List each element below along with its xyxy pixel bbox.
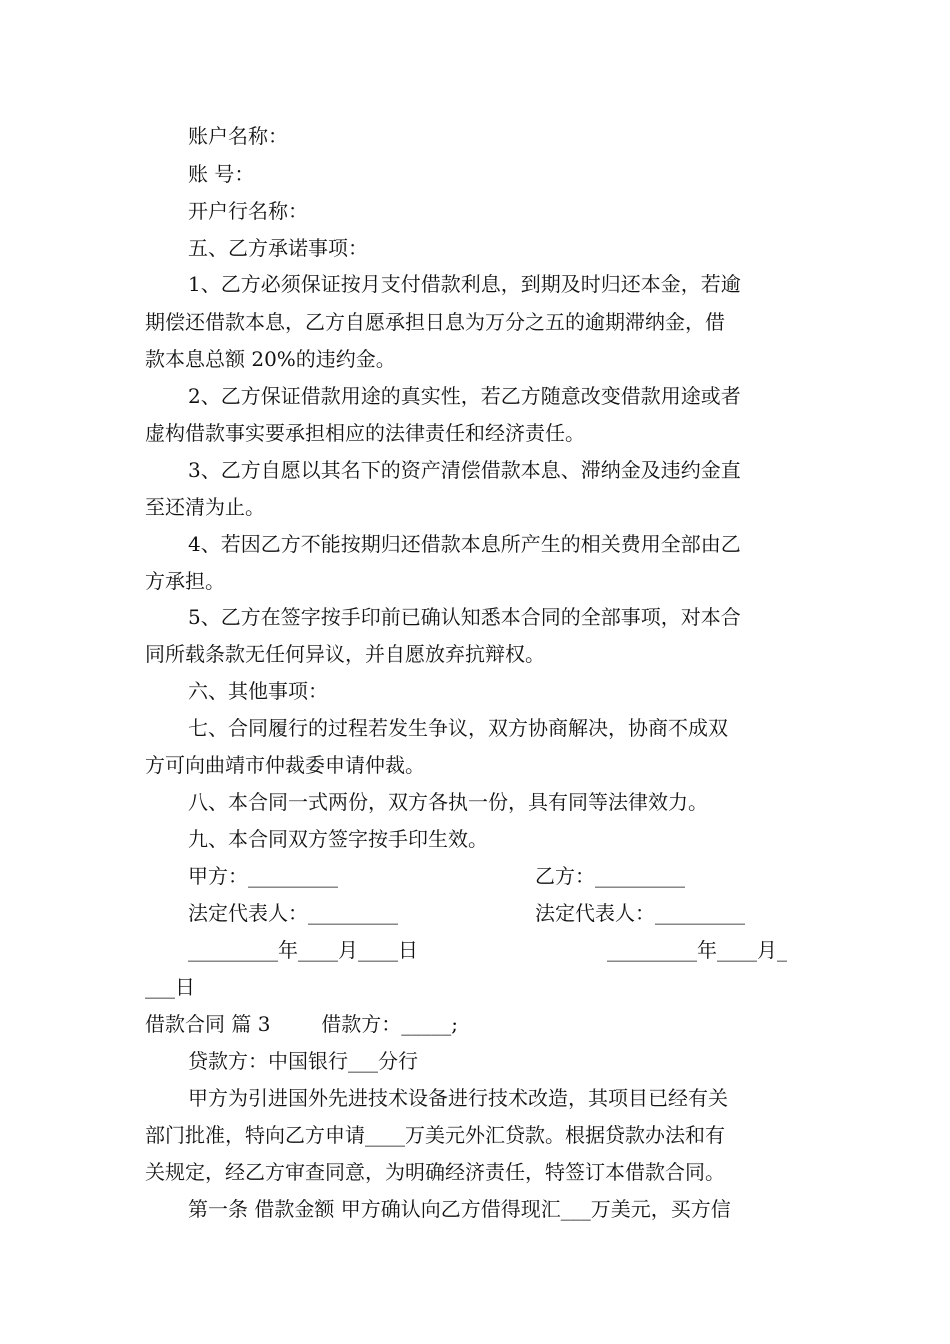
article-one-line: 第一条 借款金额 甲方确认向乙方借得现汇___万美元，买方信 <box>188 1197 731 1221</box>
party-a-representative: 法定代表人：_________ <box>188 901 398 925</box>
clause-5-1-line-3: 款本息总额 20%的违约金。 <box>145 347 396 371</box>
clause-5-3-line-2: 至还清为止。 <box>145 495 265 519</box>
preamble-line-3: 关规定，经乙方审查同意，为明确经济责任，特签订本借款合同。 <box>145 1160 725 1184</box>
section-six-heading: 六、其他事项： <box>188 679 328 703</box>
clause-5-2-line-1: 2、乙方保证借款用途的真实性，若乙方随意改变借款用途或者 <box>188 384 741 408</box>
clause-5-4-line-1: 4、若因乙方不能按期归还借款本息所产生的相关费用全部由乙 <box>188 532 741 556</box>
bank-name-line: 开户行名称： <box>188 199 308 223</box>
party-b-date-continued: ___日 <box>145 975 195 999</box>
lender-line: 贷款方：中国银行___分行 <box>188 1049 418 1073</box>
clause-5-1-line-1: 1、乙方必须保证按月支付借款利息，到期及时归还本金，若逾 <box>188 272 741 296</box>
party-a-signature: 甲方：_________ <box>188 864 338 888</box>
preamble-line-1: 甲方为引进国外先进技术设备进行技术改造，其项目已经有关 <box>188 1086 728 1110</box>
account-number-line: 账 号： <box>188 162 255 186</box>
clause-5-3-line-1: 3、乙方自愿以其名下的资产清偿借款本息、滞纳金及违约金直 <box>188 458 741 482</box>
section-seven-line-2: 方可向曲靖市仲裁委申请仲裁。 <box>145 753 425 777</box>
section-nine-line: 九、本合同双方签字按手印生效。 <box>188 827 488 851</box>
party-b-signature: 乙方：_________ <box>535 864 685 888</box>
account-name-line: 账户名称： <box>188 124 288 148</box>
clause-5-4-line-2: 方承担。 <box>145 569 225 593</box>
party-a-date: _________年____月____日 <box>188 938 418 962</box>
section-eight-line: 八、本合同一式两份，双方各执一份，具有同等法律效力。 <box>188 790 708 814</box>
contract-3-title-line: 借款合同 篇 3 借款方：_____; <box>145 1012 459 1036</box>
party-b-date: _________年____月_ <box>607 938 787 962</box>
section-five-heading: 五、乙方承诺事项： <box>188 236 368 260</box>
section-seven-line-1: 七、合同履行的过程若发生争议，双方协商解决，协商不成双 <box>188 716 728 740</box>
clause-5-2-line-2: 虚构借款事实要承担相应的法律责任和经济责任。 <box>145 421 585 445</box>
party-b-representative: 法定代表人：_________ <box>535 901 745 925</box>
clause-5-1-line-2: 期偿还借款本息，乙方自愿承担日息为万分之五的逾期滞纳金，借 <box>145 310 725 334</box>
clause-5-5-line-1: 5、乙方在签字按手印前已确认知悉本合同的全部事项，对本合 <box>188 605 741 629</box>
clause-5-5-line-2: 同所载条款无任何异议，并自愿放弃抗辩权。 <box>145 642 545 666</box>
preamble-line-2: 部门批准，特向乙方申请____万美元外汇贷款。根据贷款办法和有 <box>145 1123 725 1147</box>
